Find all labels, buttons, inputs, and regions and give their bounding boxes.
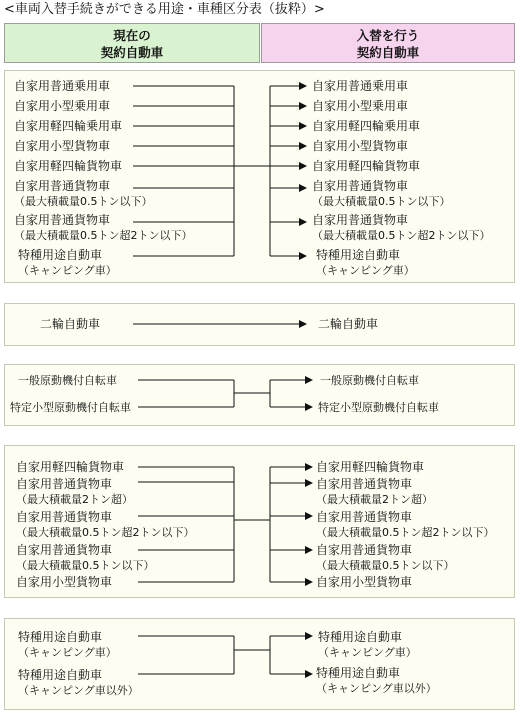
g4-right-item bbox=[316, 542, 455, 574]
g3-left-item bbox=[10, 400, 131, 416]
g1-right-item bbox=[312, 212, 491, 244]
header-left-line2: 契約自動車 bbox=[100, 45, 164, 60]
label: 一般原動機付自転車 bbox=[18, 374, 117, 387]
sublabel: （最大積載量0.5トン超2トン以下） bbox=[316, 526, 495, 539]
header-left-line1: 現在の bbox=[113, 28, 151, 43]
label: 自家用小型貨物車 bbox=[312, 139, 409, 153]
label: 自家用軽四輪貨物車 bbox=[16, 460, 125, 474]
label: 自家用軽四輪乗用車 bbox=[312, 119, 421, 133]
sublabel: （最大積載量0.5トン以下） bbox=[14, 195, 153, 208]
g1-right-item bbox=[312, 78, 408, 94]
sublabel: （キャンピング車以外） bbox=[316, 682, 437, 695]
g5-left-item bbox=[18, 629, 117, 661]
g1-left-item bbox=[14, 118, 122, 134]
g4-right-item bbox=[316, 509, 495, 541]
g5-left-item bbox=[18, 667, 139, 699]
sublabel: （キャンピング車） bbox=[316, 264, 415, 277]
g4-right-item bbox=[316, 459, 424, 475]
g1-left-item bbox=[18, 247, 117, 279]
label: 特種用途自動車 bbox=[18, 630, 103, 644]
label: 二輪自動車 bbox=[318, 317, 379, 331]
g1-right-item bbox=[316, 247, 415, 279]
header-replacement-contract-vehicle bbox=[261, 23, 515, 63]
label: 特定小型原動機付自転車 bbox=[10, 401, 131, 414]
sublabel: （キャンピング車） bbox=[18, 264, 117, 277]
g2-left-item bbox=[40, 316, 100, 332]
label: 自家用小型貨物車 bbox=[16, 575, 113, 589]
g1-right-item bbox=[312, 178, 451, 210]
g5-right-item bbox=[318, 629, 417, 661]
label: 特種用途自動車 bbox=[316, 248, 401, 262]
g1-left-item bbox=[14, 138, 110, 154]
label: 自家用軽四輪乗用車 bbox=[14, 119, 123, 133]
g1-left-item bbox=[14, 98, 110, 114]
g1-left-item bbox=[14, 78, 110, 94]
sublabel: （最大積載量2トン超） bbox=[316, 493, 433, 506]
g4-left-item bbox=[16, 459, 124, 475]
g1-left-item bbox=[14, 212, 193, 244]
g4-left-item bbox=[16, 542, 155, 574]
label: 自家用普通乗用車 bbox=[312, 79, 409, 93]
label: 自家用軽四輪貨物車 bbox=[316, 460, 425, 474]
g5-right-item bbox=[316, 665, 437, 697]
label: 自家用軽四輪貨物車 bbox=[14, 159, 123, 173]
label: 自家用普通貨物車 bbox=[316, 510, 413, 524]
sublabel: （キャンピング車以外） bbox=[18, 684, 139, 697]
label: 自家用普通貨物車 bbox=[312, 213, 409, 227]
label: 特種用途自動車 bbox=[18, 248, 103, 262]
g4-left-item bbox=[16, 509, 195, 541]
g1-right-item bbox=[312, 118, 420, 134]
label: 自家用小型貨物車 bbox=[316, 575, 413, 589]
label: 特種用途自動車 bbox=[316, 666, 401, 680]
g1-left-item bbox=[14, 158, 122, 174]
sublabel: （最大積載量0.5トン以下） bbox=[16, 559, 155, 572]
g1-right-item bbox=[312, 158, 420, 174]
label: 自家用普通貨物車 bbox=[16, 543, 113, 557]
sublabel: （最大積載量2トン超） bbox=[16, 493, 133, 506]
page-title: <車両入替手続きができる用途・車種区分表（抜粋）> bbox=[4, 2, 325, 17]
sublabel: （最大積載量0.5トン超2トン以下） bbox=[14, 229, 193, 242]
label: 自家用小型乗用車 bbox=[14, 99, 111, 113]
label: 自家用普通貨物車 bbox=[316, 543, 413, 557]
label: 自家用普通貨物車 bbox=[312, 179, 409, 193]
g2-right-item bbox=[318, 316, 378, 332]
g4-left-item bbox=[16, 574, 112, 590]
label: 特種用途自動車 bbox=[18, 668, 103, 682]
label: 特種用途自動車 bbox=[318, 630, 403, 644]
sublabel: （最大積載量0.5トン超2トン以下） bbox=[16, 526, 195, 539]
label: 自家用普通貨物車 bbox=[16, 510, 113, 524]
label: 自家用軽四輪貨物車 bbox=[312, 159, 421, 173]
g4-right-item bbox=[316, 476, 433, 508]
label: 自家用小型貨物車 bbox=[14, 139, 111, 153]
label: 一般原動機付自転車 bbox=[320, 374, 419, 387]
header-right-line2: 契約自動車 bbox=[356, 45, 420, 60]
label: 自家用普通乗用車 bbox=[14, 79, 111, 93]
sublabel: （キャンピング車） bbox=[18, 646, 117, 659]
sublabel: （キャンピング車） bbox=[318, 646, 417, 659]
g3-right-item bbox=[318, 400, 439, 416]
g1-right-item bbox=[312, 138, 408, 154]
label: 二輪自動車 bbox=[40, 317, 101, 331]
label: 特定小型原動機付自転車 bbox=[318, 401, 439, 414]
g1-left-item bbox=[14, 178, 153, 210]
sublabel: （最大積載量0.5トン以下） bbox=[316, 559, 455, 572]
label: 自家用普通貨物車 bbox=[316, 477, 413, 491]
label: 自家用普通貨物車 bbox=[16, 477, 113, 491]
header-right-line1: 入替を行う bbox=[356, 28, 420, 43]
sublabel: （最大積載量0.5トン以下） bbox=[312, 195, 451, 208]
g3-left-item bbox=[18, 373, 117, 389]
g4-right-item bbox=[316, 574, 412, 590]
g3-right-item bbox=[320, 373, 419, 389]
g1-right-item bbox=[312, 98, 408, 114]
label: 自家用小型乗用車 bbox=[312, 99, 409, 113]
g4-left-item bbox=[16, 476, 133, 508]
sublabel: （最大積載量0.5トン超2トン以下） bbox=[312, 229, 491, 242]
label: 自家用普通貨物車 bbox=[14, 213, 111, 227]
label: 自家用普通貨物車 bbox=[14, 179, 111, 193]
header-current-contract-vehicle bbox=[4, 23, 260, 63]
